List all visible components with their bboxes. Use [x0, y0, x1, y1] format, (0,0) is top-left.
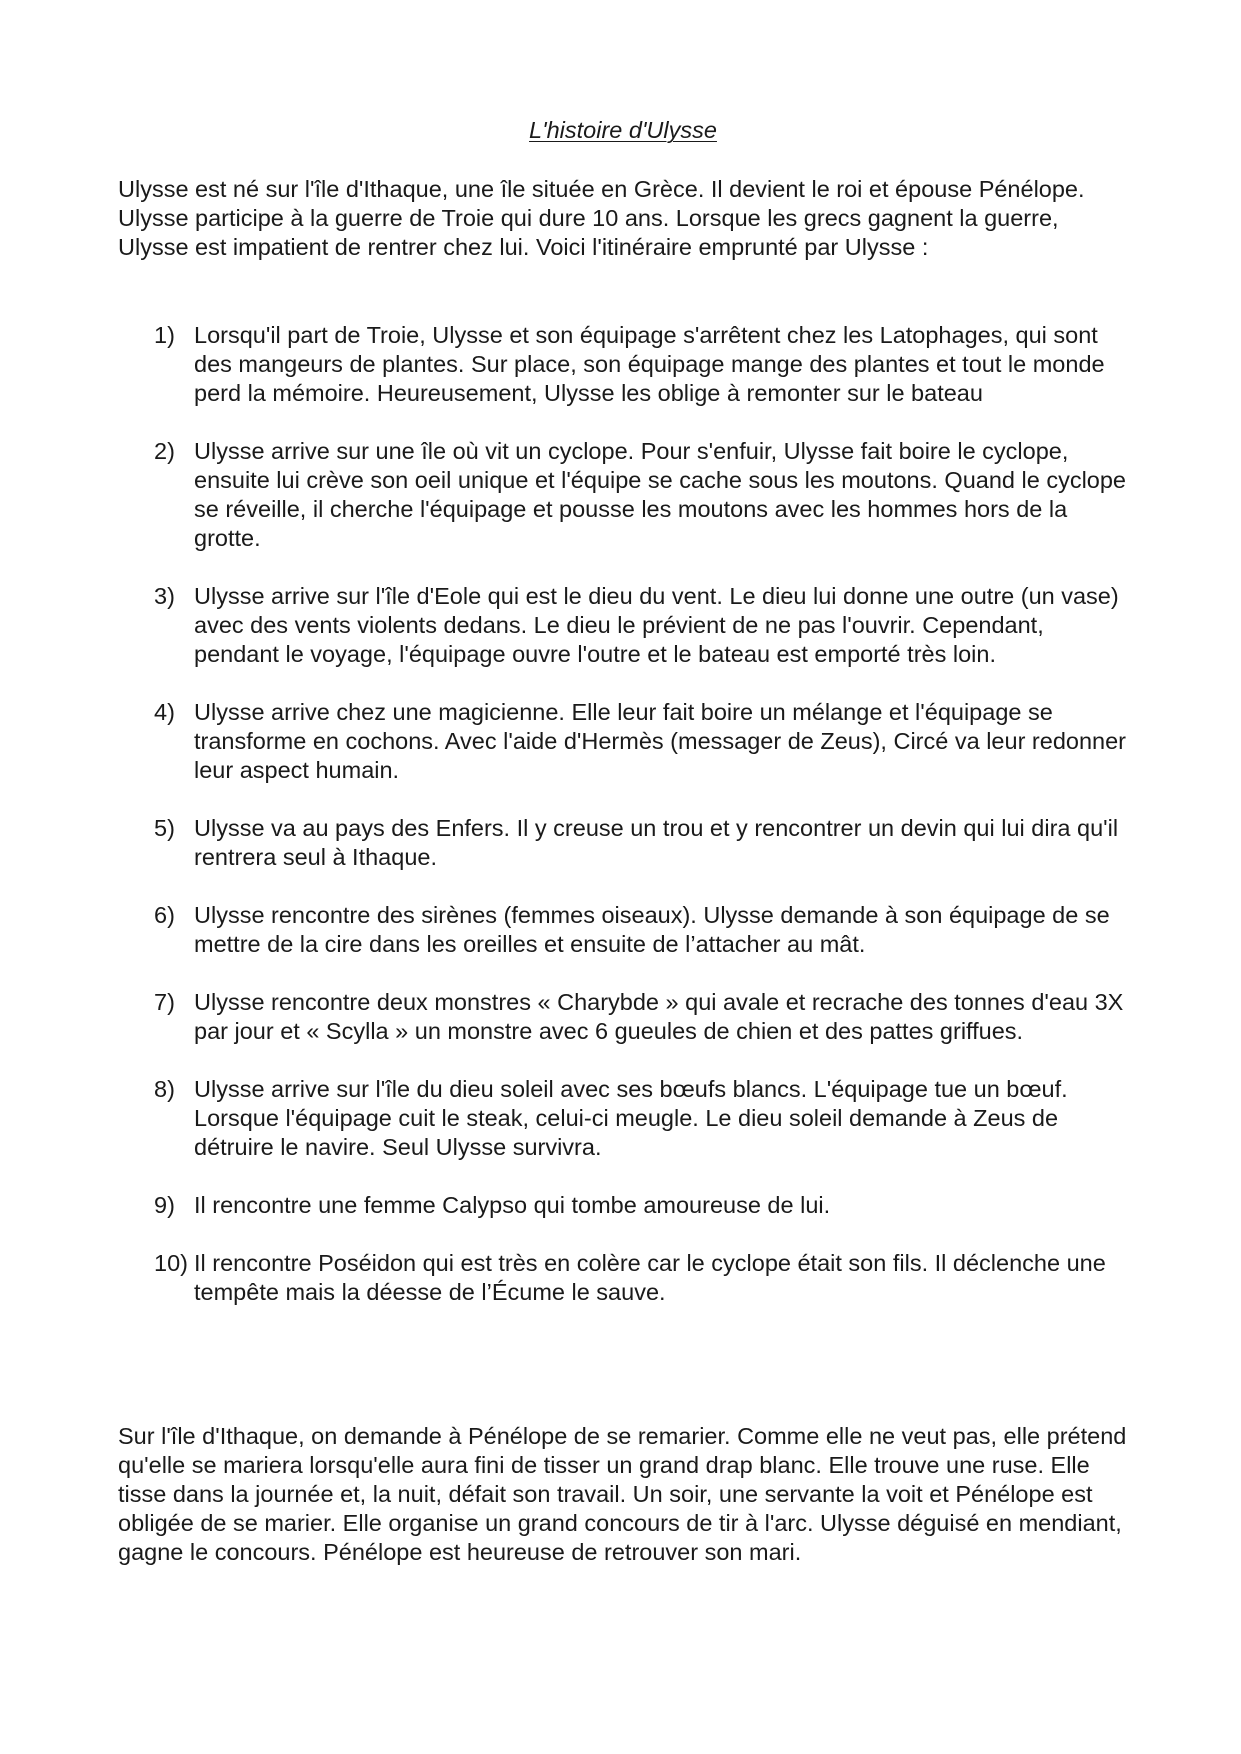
- list-item-number: 4): [154, 699, 175, 725]
- list-item-number: 8): [154, 1076, 175, 1102]
- list-item-number: 1): [154, 322, 175, 348]
- document-title: L'histoire d'Ulysse: [529, 117, 717, 143]
- outro-paragraph: Sur l'île d'Ithaque, on demande à Pénélope de se remarier. Comme elle ne veut pas, elle prétend qu'elle se mariera lorsqu'elle aura fini de tisser un grand drap blanc. Elle trouve une ruse. Elle tisse dans la journée et, la nuit, défait son travail. Un soir, une servante la voit et Pénélope est obligée de se marier. Elle organise un grand concours de tir à l'arc. Ulysse déguisé en mendiant, gagne le concours. Pénélope est heureuse de retrouver son mari.: [118, 1423, 1127, 1565]
- list-item-number: 5): [154, 815, 175, 841]
- list-item-number: 2): [154, 438, 175, 464]
- list-item-text: Ulysse va au pays des Enfers. Il y creuse un trou et y rencontrer un devin qui lui dira qu'il rentrera seul à Ithaque.: [194, 815, 1119, 870]
- intro-section: [118, 175, 1128, 262]
- list-item: [118, 321, 1128, 408]
- list-item: [118, 582, 1128, 669]
- list-item-number: 9): [154, 1192, 175, 1218]
- list-item-number: 7): [154, 989, 175, 1015]
- list-item-number: 10): [154, 1250, 188, 1276]
- list-item-number: 6): [154, 902, 175, 928]
- list-item: [118, 901, 1128, 959]
- list-item-text: Ulysse arrive sur une île où vit un cyclope. Pour s'enfuir, Ulysse fait boire le cyclope, ensuite lui crève son oeil unique et l'équipe se cache sous les moutons. Quand le cyclope se réveille, il cherche l'équipage et pousse les moutons avec les hommes hors de la grotte.: [194, 438, 1127, 551]
- intro-paragraph-2: Ulysse participe à la guerre de Troie qui dure 10 ans. Lorsque les grecs gagnent la guerre, Ulysse est impatient de rentrer chez lui. Voici l'itinéraire emprunté par Ulysse :: [118, 205, 1059, 260]
- list-item: [118, 698, 1128, 785]
- list-item: [118, 437, 1128, 553]
- list-item: [118, 1075, 1128, 1162]
- intro-paragraph-1: Ulysse est né sur l'île d'Ithaque, une île située en Grèce. Il devient le roi et épouse Pénélope.: [118, 176, 1085, 202]
- list-item-text: Ulysse rencontre des sirènes (femmes oiseaux). Ulysse demande à son équipage de se mettre de la cire dans les oreilles et ensuite de l’attacher au mât.: [194, 902, 1110, 957]
- list-item-text: Il rencontre une femme Calypso qui tombe amoureuse de lui.: [194, 1192, 831, 1218]
- list-item-text: Ulysse arrive sur l'île du dieu soleil avec ses bœufs blancs. L'équipage tue un bœuf. Lorsque l'équipage cuit le steak, celui-ci meugle. Le dieu soleil demande à Zeus de détruire le navire. Seul Ulysse survivra.: [194, 1076, 1068, 1160]
- list-item-text: Lorsqu'il part de Troie, Ulysse et son équipage s'arrêtent chez les Latophages, qui sont des mangeurs de plantes. Sur place, son équipage mange des plantes et tout le monde perd la mémoire. Heureusement, Ulysse les oblige à remonter sur le bateau: [194, 322, 1105, 406]
- itinerary-list: [118, 321, 1128, 1336]
- list-item: [118, 1191, 1128, 1220]
- list-item-text: Il rencontre Poséidon qui est très en colère car le cyclope était son fils. Il déclenche une tempête mais la déesse de l’Écume le sauve.: [194, 1250, 1106, 1305]
- list-item: [118, 988, 1128, 1046]
- list-item: [118, 1249, 1128, 1307]
- list-item-text: Ulysse arrive sur l'île d'Eole qui est le dieu du vent. Le dieu lui donne une outre (un vase) avec des vents violents dedans. Le dieu le prévient de ne pas l'ouvrir. Cependant, pendant le voyage, l'équipage ouvre l'outre et le bateau est emporté très loin.: [194, 583, 1119, 667]
- list-item-text: Ulysse rencontre deux monstres « Charybde » qui avale et recrache des tonnes d'eau 3X par jour et « Scylla » un monstre avec 6 gueules de chien et des pattes griffues.: [194, 989, 1124, 1044]
- list-item-number: 3): [154, 583, 175, 609]
- outro-section: [118, 1422, 1128, 1567]
- list-item: [118, 814, 1128, 872]
- list-item-text: Ulysse arrive chez une magicienne. Elle leur fait boire un mélange et l'équipage se transforme en cochons. Avec l'aide d'Hermès (messager de Zeus), Circé va leur redonner leur aspect humain.: [194, 699, 1126, 783]
